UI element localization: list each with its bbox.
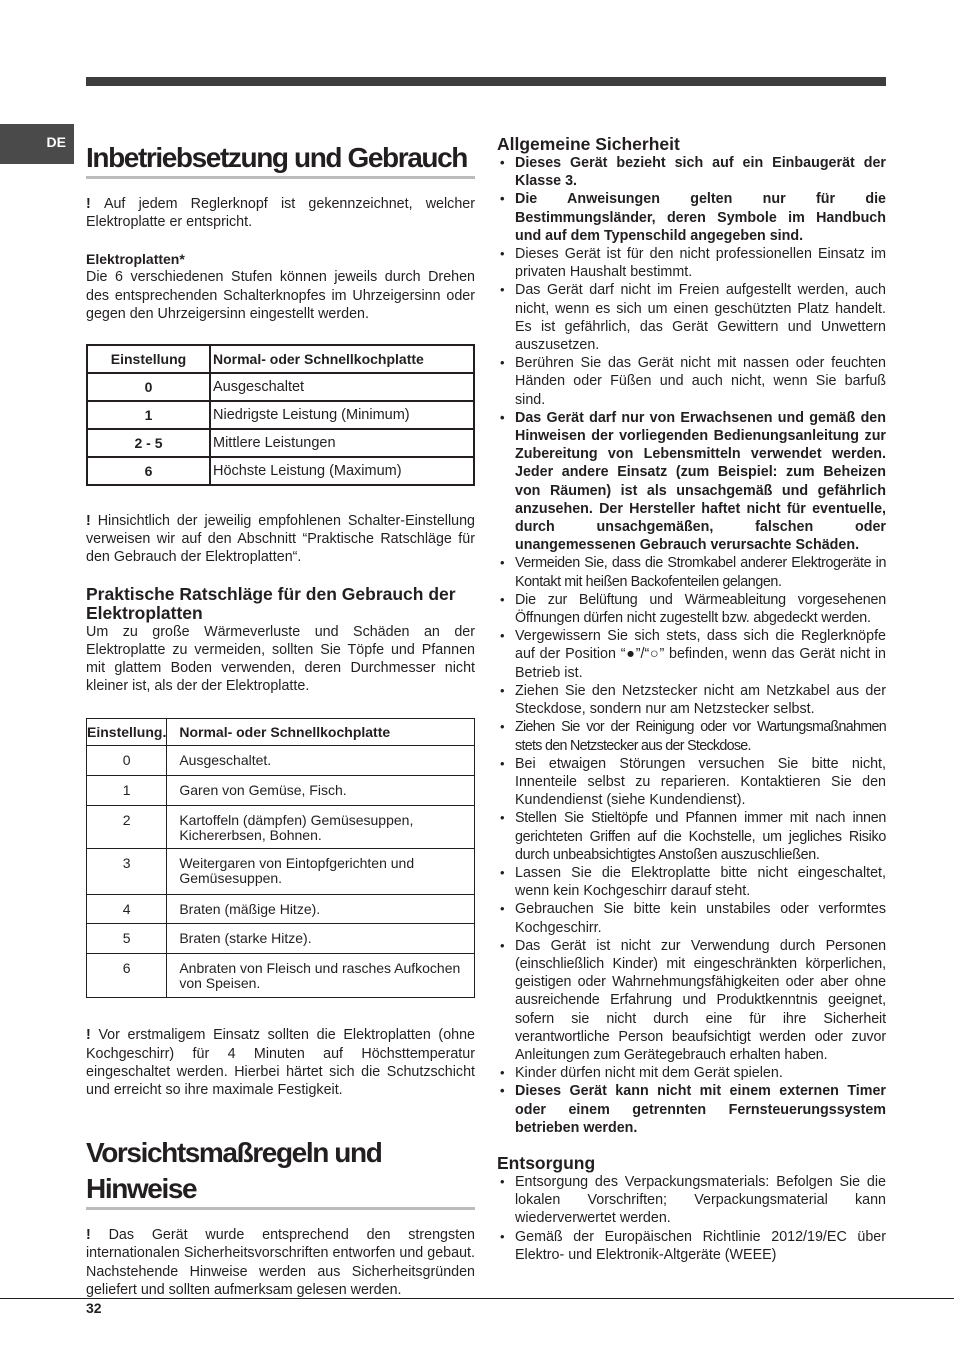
table-cell: Anbraten von Fleisch und rasches Aufkochen von Speisen. [167,954,475,998]
tips-text: Um zu große Wärmeverluste und Schäden an der Elektroplatte zu vermeiden, sollten Sie Töpfe und Pfannen mit glattem Boden verwenden, deren Durchmesser nicht kleiner ist, als der der Elektroplatte. [86,623,475,695]
table-header-cell: Normal- oder Schnellkochplatte [210,345,474,373]
table-row [87,806,475,849]
list-item: • Die zur Belüftung und Wärmeableitung vorgesehenen Öffnungen dürfen nicht zugestellt bzw. abgedeckt werden. [497,591,886,627]
first-use-text: Vor erstmaligem Einsatz sollten die Elektroplatten (ohne Kochgeschirr) für 4 Minuten auf Höchsttemperatur eingeschaltet werden. Hierbei härtet sich die Schutzschicht und erreicht so ihre maximale Festigkeit. [86,1027,476,1099]
heading-usage: Inbetriebsetzung und Gebrauch [86,140,475,179]
language-tab: DE [0,124,74,164]
safety-list [497,154,886,1137]
table-row [87,401,474,429]
table-cell: Kartoffeln (dämpfen) Gemüsesuppen, Kichererbsen, Bohnen. [167,806,475,849]
general-safety-heading: Allgemeine Sicherheit [497,134,680,154]
recommendation-note [86,512,475,567]
list-item: • Gemäß der Europäischen Richtlinie 2012/19/EC über Elektro- und Elektronik-Altgeräte (WEEE) [497,1228,886,1264]
table-row [87,457,474,485]
table-header-cell: Einstellung. [87,719,167,746]
list-item: • Bei etwaigen Störungen versuchen Sie bitte nicht, Innenteile selbst zu reparieren. Kontaktieren Sie den Kundendienst (siehe Kundendienst). [497,755,886,810]
list-item: • Vermeiden Sie, dass die Stromkabel anderer Elektrogeräte in Kontakt mit heißen Backofenteilen gelangen. [497,554,886,590]
table-row [87,746,475,776]
footer-rule [0,1298,954,1299]
table-header-row [87,719,475,746]
table-cell: Niedrigste Leistung (Minimum) [210,401,474,429]
table-row [87,924,475,954]
list-item: • Dieses Gerät ist für den nicht professionellen Einsatz im privaten Haushalt bestimmt. [497,245,886,281]
list-item: • Vergewissern Sie sich stets, dass sich die Reglerknöpfe auf der Position “●”/“○” befinden, wenn das Gerät nicht in Betrieb ist. [497,627,886,682]
table-row [87,776,475,806]
settings-table [86,344,475,486]
table-header-cell: Normal- oder Schnellkochplatte [167,719,475,746]
table-header-row [87,345,474,373]
list-item: • Ziehen Sie vor der Reinigung oder vor Wartungsmaßnahmen stets den Netzstecker aus der Steckdose. [497,718,886,754]
disposal-list [497,1173,886,1264]
recommendation-text: Hinsichtlich der jeweilig empfohlenen Schalter-Einstellung verweisen wir auf den Abschnitt “Praktische Ratschläge für den Gebrauch der Elektroplatten“. [86,513,476,566]
list-item: • Dieses Gerät kann nicht mit einem externen Timer oder einem getrennten Fernsteuerungssystem betrieben werden. [497,1082,886,1137]
table-row [87,849,475,895]
table-cell: Garen von Gemüse, Fisch. [167,776,475,806]
table-cell: 3 [87,849,167,895]
table-cell: Ausgeschaltet. [167,746,475,776]
list-item: • Das Gerät darf nicht im Freien aufgestellt werden, auch nicht, wenn es sich um einen geschützten Platz handelt. Es ist gefährlich, das Gerät Gewittern und Unwettern auszusetzen. [497,281,886,354]
table-cell: Mittlere Leistungen [210,429,474,457]
intro-paragraph [86,195,475,231]
plates-title: Elektroplatten* [86,251,185,268]
table-cell: 1 [87,401,210,429]
intro-text: Auf jedem Reglerknopf ist gekennzeichnet, welcher Elektroplatte er entspricht. [86,196,475,231]
first-use-note [86,1026,475,1099]
page-number: 32 [86,1300,102,1316]
list-item: • Berühren Sie das Gerät nicht mit nassen oder feuchten Händen oder Füßen und auch nicht, wenn Sie barfuß sind. [497,354,886,409]
cooking-table [86,718,475,998]
safety-intro-text: Das Gerät wurde entsprechend den strengsten internationalen Sicherheitsvorschriften entworfen und gebaut. Nachstehende Hinweise werden aus Sicherheitsgründen geliefert und sollten aufmerksam gelesen werden. [86,1227,476,1298]
top-rule [86,77,886,86]
table-cell: 0 [87,373,210,401]
plates-text: Die 6 verschiedenen Stufen können jeweils durch Drehen des entsprechenden Schalterknopfes im Uhrzeigersinn oder gegen den Uhrzeigersinn eingestellt werden. [86,269,475,322]
list-item: • Stellen Sie Stieltöpfe und Pfannen immer mit nach innen gerichteten Griffen auf die Kochstelle, um jegliches Risiko durch unbeabsichtigtes Anstoßen auszuschließen. [497,809,886,864]
table-cell: 1 [87,776,167,806]
table-row [87,429,474,457]
table-cell: Weitergaren von Eintopfgerichten und Gemüsesuppen. [167,849,475,895]
disposal-heading: Entsorgung [497,1152,596,1173]
list-item: • Die Anweisungen gelten nur für die Bestimmungsländer, deren Symbole im Handbuch und auf dem Typenschild angegeben sind. [497,190,886,245]
list-item: • Das Gerät ist nicht zur Verwendung durch Personen (einschließlich Kinder) mit eingeschränkten körperlichen, geistigen oder Wahrnehmungsfähigkeiten oder aber ohne ausreichende Erfahrung und Produktkenntnis geeignet, sofern sie nicht durch eine für ihre Sicherheit verantwortliche Person beaufsichtigt werden oder zuvor Anleitungen zum Gerätegebrauch erhalten haben. [497,937,886,1064]
list-item: • Lassen Sie die Elektroplatte bitte nicht eingeschaltet, wenn kein Kochgeschirr darauf steht. [497,864,886,900]
list-item: • Dieses Gerät bezieht sich auf ein Einbaugerät der Klasse 3. [497,154,886,190]
list-item: • Entsorgung des Verpackungsmaterials: Befolgen Sie die lokalen Vorschriften; Verpackungsmaterial kann wiederverwertet werden. [497,1173,886,1228]
table-row [87,954,475,998]
tips-heading: Praktische Ratschläge für den Gebrauch der Elektroplatten [86,583,456,623]
warning-mark: ! [86,513,98,530]
table-cell: Braten (mäßige Hitze). [167,895,475,924]
table-cell: 2 [87,806,167,849]
table-cell: Ausgeschaltet [210,373,474,401]
list-item: • Das Gerät darf nur von Erwachsenen und gemäß den Hinweisen der vorliegenden Bedienungsanleitung zur Zubereitung von Lebensmitteln verwendet werden. Jeder andere Einsatz (zum Beispiel: zum Beheizen von Räumen) ist als unsachgemäß und gefährlich anzusehen. Der Hersteller haftet nicht für eventuelle, durch unsachgemäßen, falschen oder unangemessenen Gebrauch verursachte Schäden. [497,409,886,555]
table-cell: 4 [87,895,167,924]
table-row [87,373,474,401]
table-cell: 5 [87,924,167,954]
warning-mark: ! [86,1027,99,1044]
right-column [497,134,886,1264]
warning-mark: ! [86,1227,109,1244]
heading-safety: Vorsichtsmaßregeln und Hinweise [86,1135,475,1210]
table-cell: Braten (starke Hitze). [167,924,475,954]
list-item: • Kinder dürfen nicht mit dem Gerät spielen. [497,1064,886,1082]
table-cell: 0 [87,746,167,776]
table-cell: 6 [87,954,167,998]
table-cell: 6 [87,457,210,485]
table-header-cell: Einstellung [87,345,210,373]
warning-mark: ! [86,196,104,212]
table-row [87,895,475,924]
table-cell: Höchste Leistung (Maximum) [210,457,474,485]
list-item: • Ziehen Sie den Netzstecker nicht am Netzkabel aus der Steckdose, sondern nur am Netzstecker selbst. [497,682,886,718]
safety-intro [86,1226,475,1299]
left-column [86,140,475,1299]
table-cell: 2 - 5 [87,429,210,457]
list-item: • Gebrauchen Sie bitte kein unstabiles oder verformtes Kochgeschirr. [497,900,886,936]
